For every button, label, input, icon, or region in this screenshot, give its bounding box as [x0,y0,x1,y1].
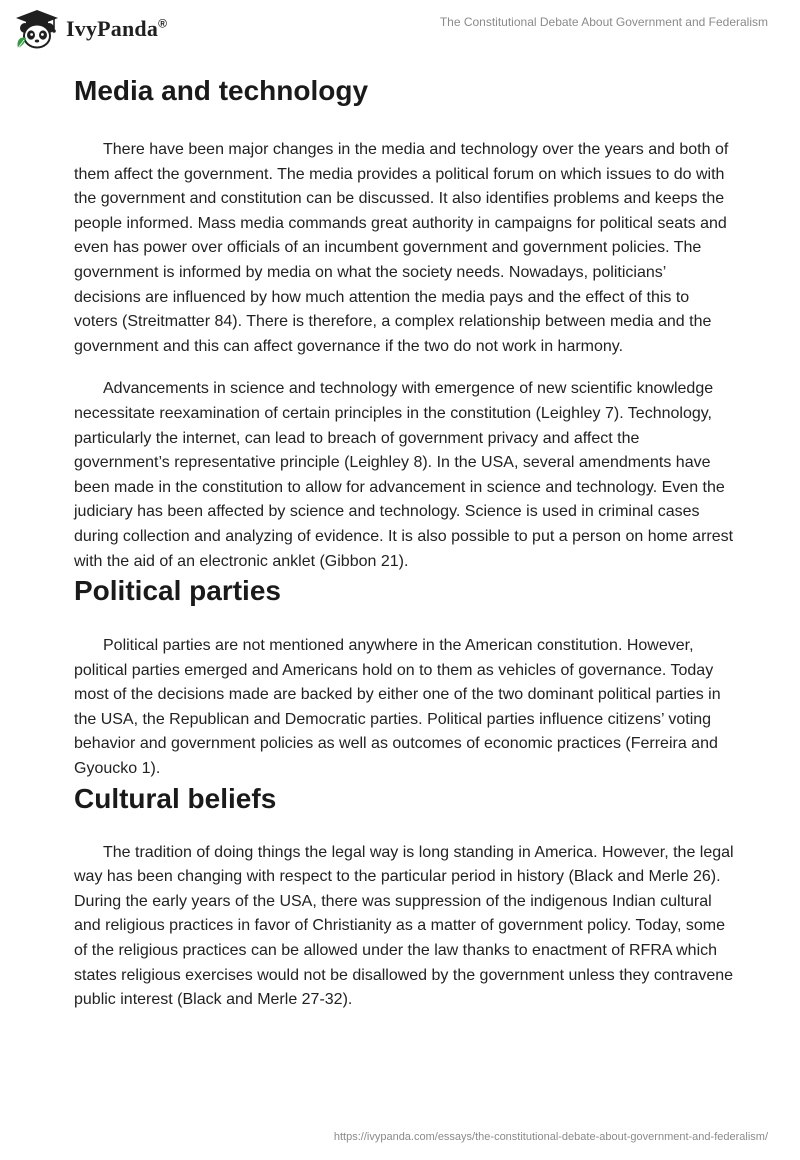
page-header [0,0,800,60]
paragraph: Advancements in science and technology with emergence of new scientific knowledge necessitate reexamination of certain principles in the constitution (Leighley 7). Technology, particularly the internet, can lead to breach of government privacy and affect the government’s representative principle (Leighley 8). In the USA, several amendments have been made in the constitution to allow for advancement in science and technology. Even the judiciary has been affected by science and technology. Science is used in criminal cases during collection and analyzing of evidence. It is also possible to put a person on home arrest with the aid of an electronic anklet (Gibbon 21). [74,380,734,570]
essay-content [74,70,734,1013]
logo-wordmark [66,16,167,42]
section-cultural-beliefs [74,782,734,1013]
paragraph: Political parties are not mentioned anywhere in the American constitution. However, political parties emerged and Americans hold on to them as vehicles of governance. Today most of the decisions made are backed by either one of the two dominant political parties in the USA, the Republican and Democratic parties. Political parties influence citizens’ voting behavior and government policies as well as outcomes of economic practices (Ferreira and Gyoucko 1). [74,637,721,778]
running-title: The Constitutional Debate About Government and Federalism [439,15,768,29]
registered-mark: ® [158,16,168,31]
section-media-technology [74,74,734,574]
section-political-parties [74,574,734,782]
section-heading: Cultural beliefs [74,782,277,814]
section-heading: Political parties [74,575,281,607]
section-heading: Media and technology [74,75,369,106]
panda-graduate-icon [14,8,60,50]
paragraph: The tradition of doing things the legal way is long standing in America. However, the legal way has been changing with respect to the particular period in history (Black and Merle 26). During the early years of the USA, there was suppression of the indigenous Indian cultural and religious practices in favor of Christianity as a matter of government policy. Today, some of the religious practices can be allowed under the law thanks to enactment of RFRA which states religious exercises would not be disallowed by the government unless they contravene public interest (Black and Merle 27-32). [74,843,734,1009]
paragraph: There have been major changes in the media and technology over the years and both of them affect the government. The media provides a political forum on which issues to do with the government and constitution can be discussed. It also identifies problems and keeps the people informed. Mass media commands great authority in campaigns for political seats and even has power over officials of an incumbent government and government policies. The government is informed by media on what the society needs. Nowadays, politicians’ decisions are influenced by how much attention the media pays and the effect of this to voters (Streitmatter 84). There is therefore, a complex relationship between media and the government and this can affect governance if the two do not work in harmony. [74,141,729,355]
logo-wordmark-text: IvyPanda [66,16,159,41]
source-url[interactable]: https://ivypanda.com/essays/the-constitutional-debate-about-government-and-federalism/ [333,1131,768,1143]
ivypanda-logo[interactable] [14,8,167,50]
